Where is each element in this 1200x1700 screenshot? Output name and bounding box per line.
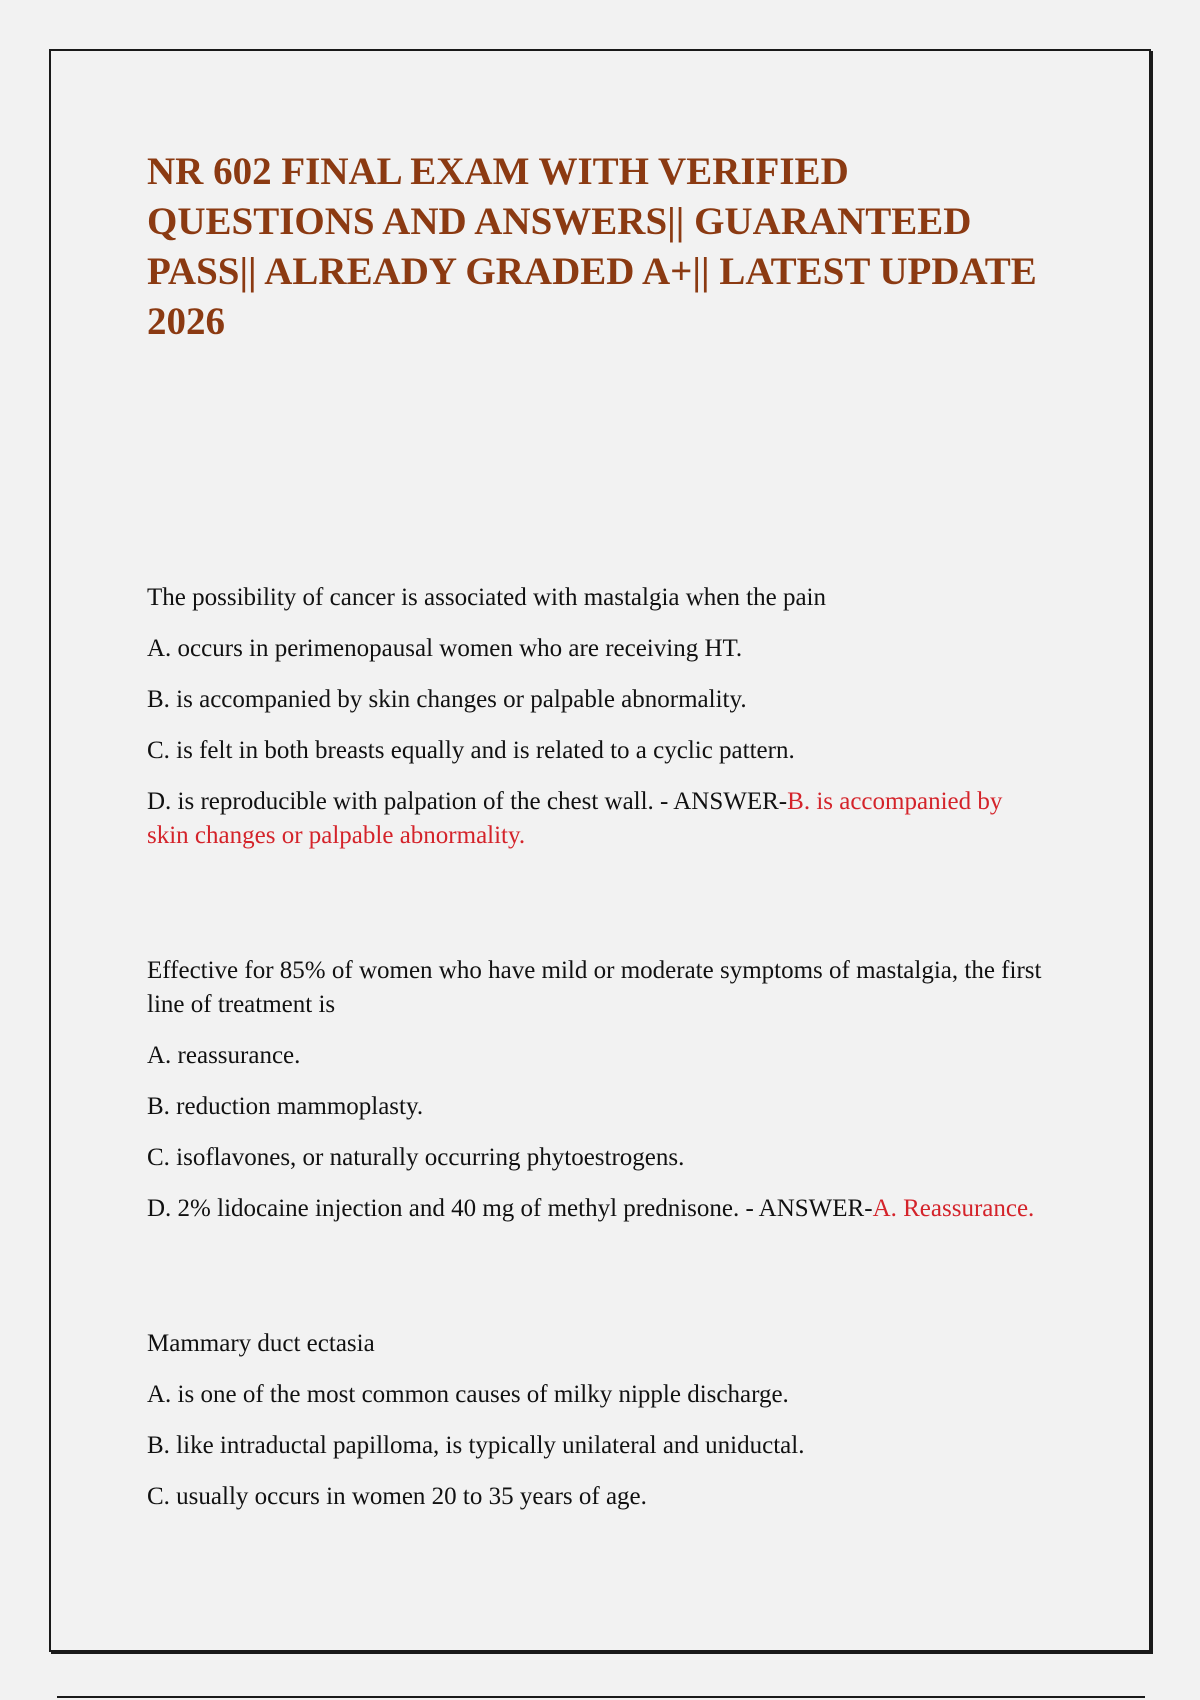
answer-option: B. like intraductal papilloma, is typically unilateral and uniductal. [147, 1432, 805, 1459]
answer-option-with-key [147, 785, 1047, 853]
question-stem: Mammary duct ectasia [147, 1330, 375, 1357]
answer-option: C. isoflavones, or naturally occurring phytoestrogens. [147, 1144, 685, 1171]
question-item [147, 1327, 1047, 1514]
document-title: NR 602 FINAL EXAM WITH VERIFIED QUESTIONS AND ANSWERS|| GUARANTEED PASS|| ALREADY GRADED A+|| LATEST UPDATE 2026 [147, 150, 1037, 343]
question-list [147, 581, 1047, 1531]
question-stem: The possibility of cancer is associated with mastalgia when the pain [147, 584, 826, 611]
question-item [147, 954, 1047, 1226]
next-page-top-edge [57, 1696, 1145, 1698]
answer-option: A. occurs in perimenopausal women who are receiving HT. [147, 635, 743, 662]
answer-option-text: D. is reproducible with palpation of the chest wall. - ANSWER- [147, 788, 788, 815]
answer-option: A. is one of the most common causes of milky nipple discharge. [147, 1381, 789, 1408]
correct-answer: B. is accompanied by skin changes or palpable abnormality. [147, 788, 1003, 849]
answer-option: A. reassurance. [147, 1042, 301, 1069]
answer-option: B. is accompanied by skin changes or palpable abnormality. [147, 686, 747, 713]
correct-answer: A. Reassurance. [872, 1195, 1035, 1222]
answer-option: C. is felt in both breasts equally and is related to a cyclic pattern. [147, 737, 795, 764]
question-stem: Effective for 85% of women who have mild or moderate symptoms of mastalgia, the first line of treatment is [147, 957, 1042, 1018]
question-item [147, 581, 1047, 853]
answer-option: C. usually occurs in women 20 to 35 years of age. [147, 1483, 647, 1510]
answer-option-with-key [147, 1192, 1047, 1226]
document-page [49, 49, 1151, 1652]
answer-option-text: D. 2% lidocaine injection and 40 mg of methyl prednisone. - ANSWER- [147, 1195, 873, 1222]
answer-option: B. reduction mammoplasty. [147, 1093, 424, 1120]
